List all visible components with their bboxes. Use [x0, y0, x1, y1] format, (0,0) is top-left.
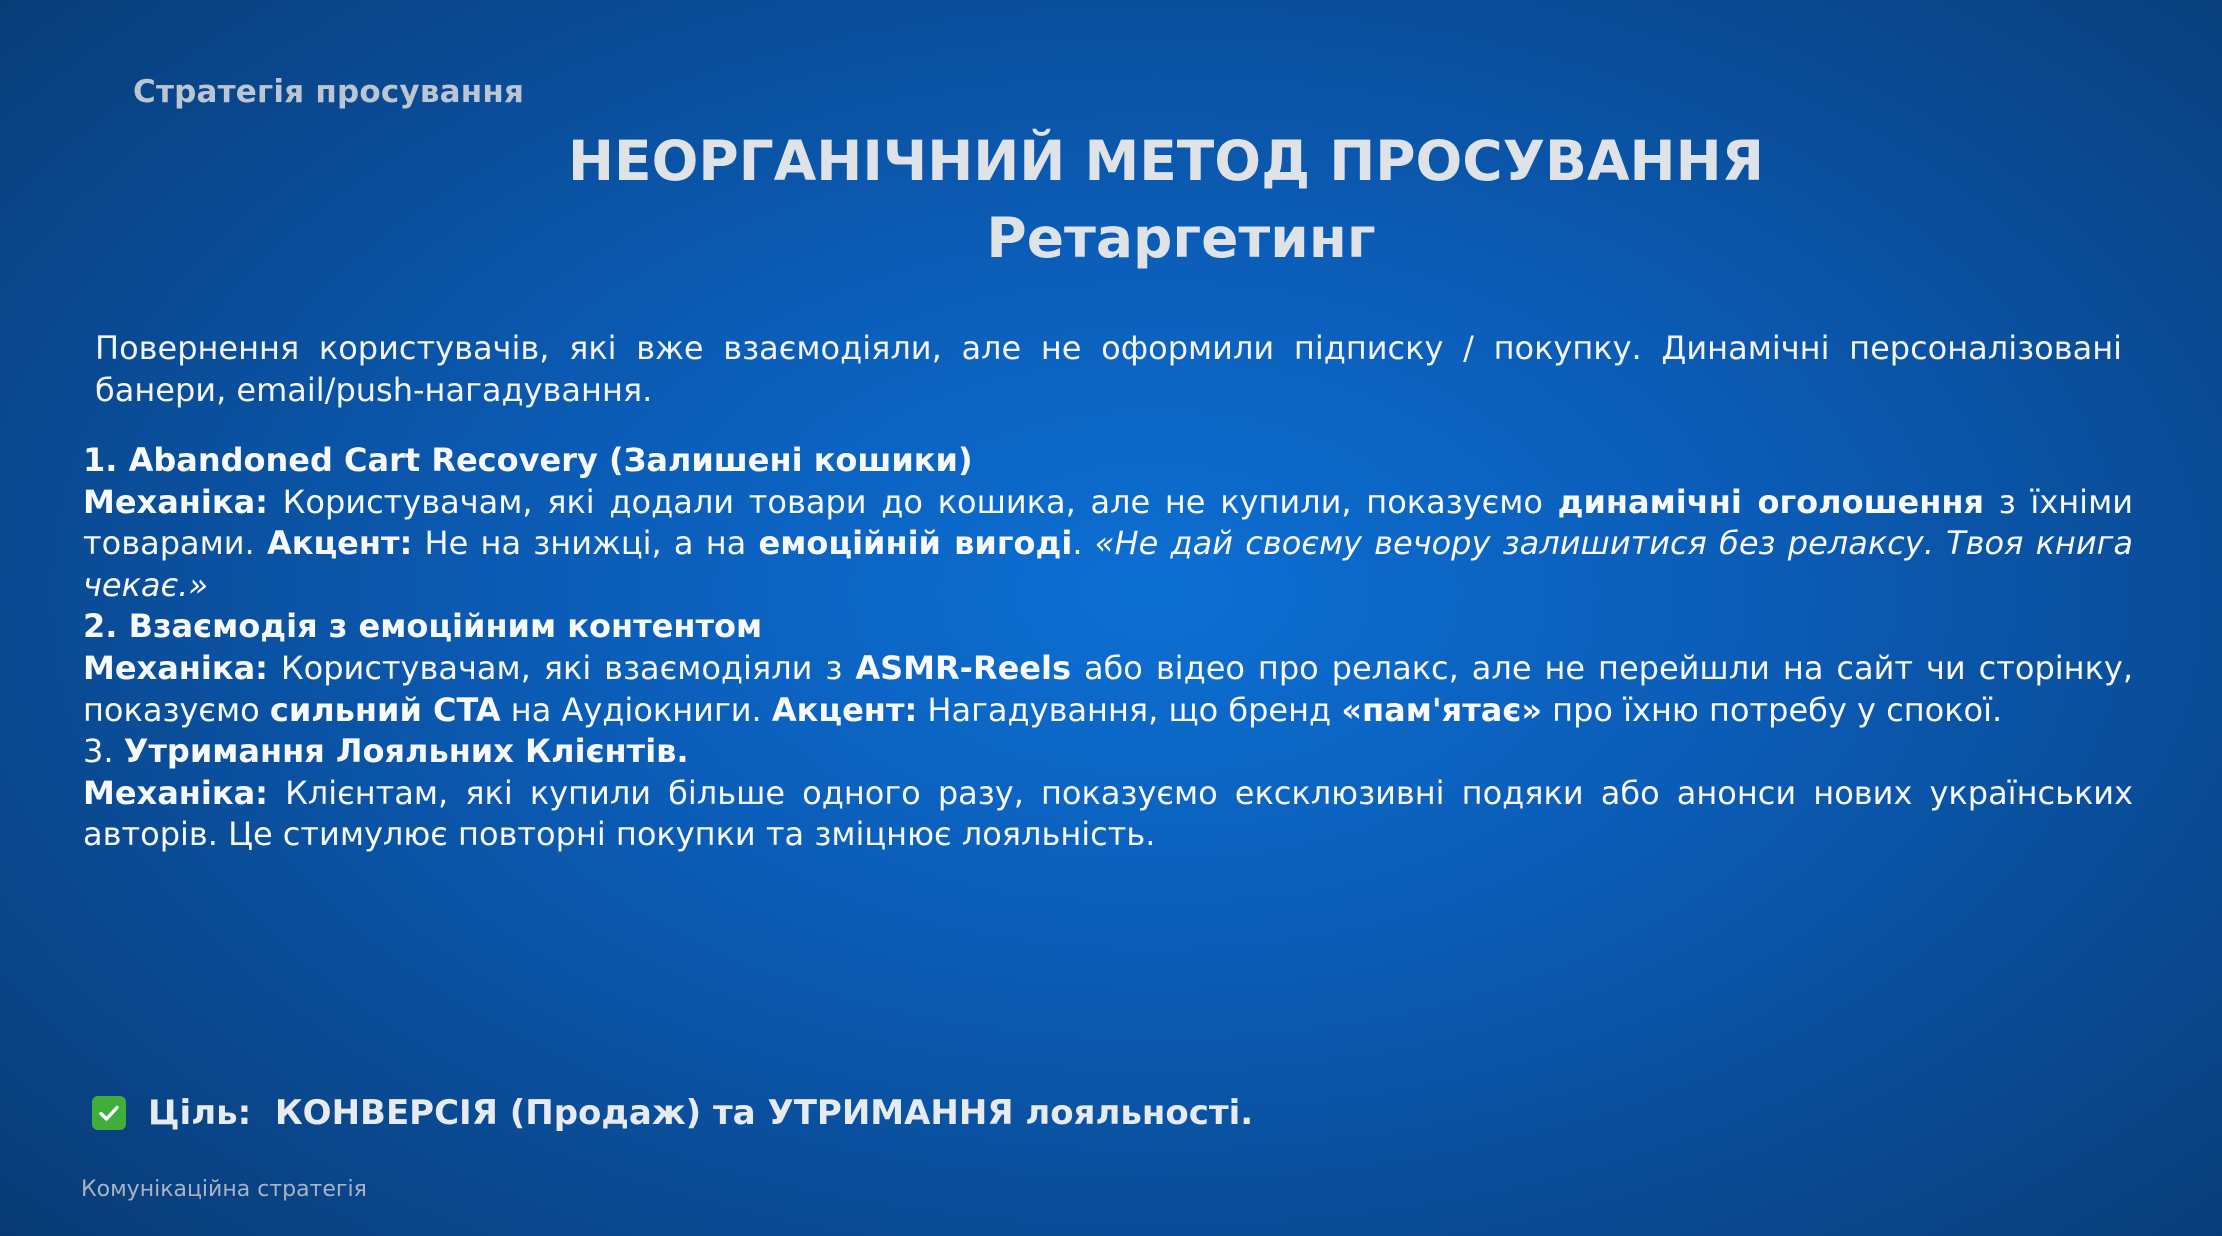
slide-subtitle: Ретаргетинг	[986, 206, 1376, 270]
check-mark-icon	[92, 1096, 126, 1130]
goal-text: КОНВЕРСІЯ (Продаж) та УТРИМАННЯ лояльності.	[274, 1093, 1254, 1133]
section-1-quote: «Не дай своєму вечору залишитися без релаксу. Твоя книга чекає.»	[83, 524, 2134, 604]
goal-label: Ціль:	[148, 1093, 252, 1133]
section-2-body: Механіка: Користувачам, які взаємодіяли з ASMR-Reels або відео про релакс, але не перейшли на сайт чи сторінку, показуємо сильний CTA на Аудіокниги. Акцент: Нагадування, що бренд «пам'ятає» про їхню потребу у спокої.	[83, 648, 2134, 729]
tactics-list	[83, 440, 2133, 856]
section-3-heading: 3. Утримання Лояльних Клієнтів.	[83, 732, 689, 771]
section-1-heading: 1. Abandoned Cart Recovery (Залишені кошики)	[83, 441, 973, 479]
section-kicker: Стратегія просування	[133, 74, 525, 110]
goal-line	[92, 1093, 1253, 1133]
section-1-body: Механіка: Користувачам, які додали товари до кошика, але не купили, показуємо динамічні оголошення з їхніми товарами. Акцент: Не на знижці, а на емоційній вигоді. «Не дай своєму вечору залишитися без релаксу. Твоя книга чекає.»	[83, 482, 2134, 604]
section-3-body: Механіка: Клієнтам, які купили більше одного разу, показуємо ексклюзивні подяки або анонси нових українських авторів. Це стимулює повторні покупки та зміцнює лояльність.	[83, 773, 2133, 854]
slide-title: НЕОРГАНІЧНИЙ МЕТОД ПРОСУВАННЯ	[568, 129, 1764, 193]
intro-paragraph: Повернення користувачів, які вже взаємодіяли, але не оформили підписку / покупку. Динамічні персоналізовані банери, email/push-нагадування.	[95, 329, 2122, 409]
footer-caption: Комунікаційна стратегія	[81, 1177, 367, 1202]
section-2-heading: 2. Взаємодія з емоційним контентом	[83, 607, 763, 646]
